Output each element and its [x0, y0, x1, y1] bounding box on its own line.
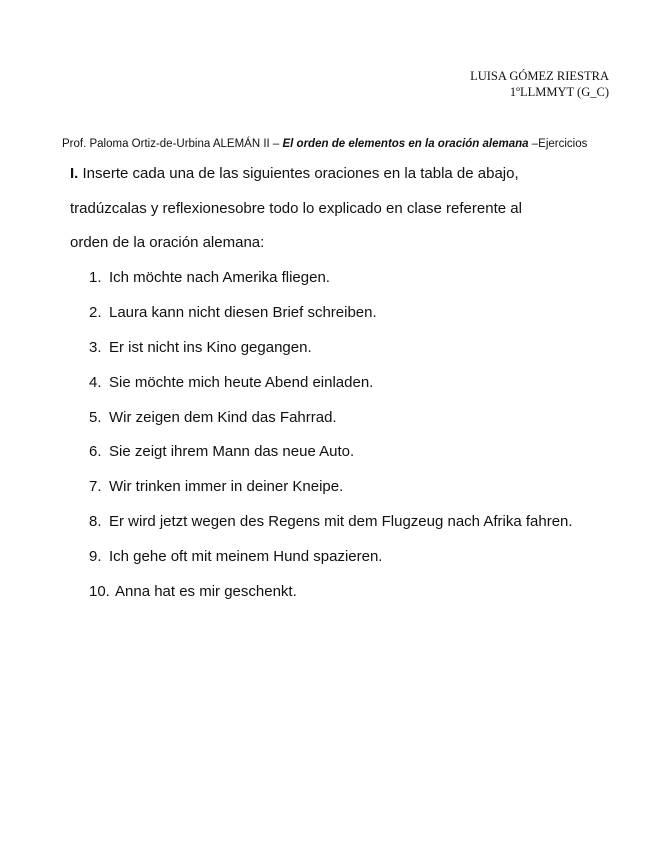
- sentence-text: Laura kann nicht diesen Brief schreiben.: [109, 303, 377, 321]
- instruction-line-2: tradúzcalas y reflexionesobre todo lo explicado en clase referente al: [70, 199, 522, 217]
- instruction-line-3: orden de la oración alemana:: [70, 234, 265, 251]
- sentence-text: Wir trinken immer in deiner Kneipe.: [109, 478, 344, 496]
- sentence-text: Er ist nicht ins Kino gegangen.: [109, 338, 312, 356]
- sentence-number: 3.: [89, 338, 102, 356]
- instruction-line-1: [70, 164, 610, 199]
- sentence-item: [89, 303, 573, 338]
- sentence-number: 1.: [89, 269, 102, 286]
- sentence-number: 5.: [89, 408, 102, 426]
- instruction-text-1: Inserte cada una de las siguientes oraciones en la tabla de abajo,: [78, 165, 519, 182]
- document-subtitle: [62, 138, 587, 150]
- sentence-text: Sie zeigt ihrem Mann das neue Auto.: [109, 443, 355, 461]
- sentence-number: 8.: [89, 513, 102, 531]
- sentence-number: 2.: [89, 303, 102, 321]
- sentence-text: Ich gehe oft mit meinem Hund spazieren.: [109, 548, 383, 566]
- sentence-number: 4.: [89, 373, 102, 391]
- student-course: 1ºLLMMYT (G_C): [509, 85, 609, 99]
- exercise-instructions: [70, 164, 610, 268]
- sentence-number: 6.: [89, 443, 102, 461]
- subtitle-suffix: –Ejercicios: [528, 138, 588, 150]
- subtitle-topic: El orden de elementos en la oración alemana: [282, 138, 529, 150]
- sentence-item: [89, 582, 573, 617]
- sentence-number: 7.: [89, 478, 102, 496]
- student-header: [470, 68, 609, 100]
- exercise-number: I.: [70, 165, 79, 182]
- sentence-item: [89, 547, 573, 582]
- sentence-text: Er wird jetzt wegen des Regens mit dem Flugzeug nach Afrika fahren.: [109, 513, 573, 531]
- sentence-text: Ich möchte nach Amerika fliegen.: [109, 269, 330, 286]
- sentence-number: 9.: [89, 548, 102, 566]
- sentence-item: [89, 373, 573, 408]
- sentence-text: Anna hat es mir geschenkt.: [115, 583, 297, 601]
- sentence-item: [89, 408, 573, 443]
- subtitle-teacher: Prof. Paloma Ortiz-de-Urbina ALEMÁN II –: [62, 138, 283, 150]
- sentence-item: [89, 477, 573, 512]
- sentence-item: [89, 442, 573, 477]
- sentence-item: [89, 512, 573, 547]
- sentence-number: 10.: [89, 583, 110, 601]
- sentence-item: [89, 338, 573, 373]
- sentence-list: [89, 268, 573, 617]
- sentence-text: Wir zeigen dem Kind das Fahrrad.: [109, 408, 337, 426]
- sentence-item: [89, 268, 573, 303]
- sentence-text: Sie möchte mich heute Abend einladen.: [109, 373, 374, 391]
- student-name: LUISA GÓMEZ RIESTRA: [470, 69, 609, 83]
